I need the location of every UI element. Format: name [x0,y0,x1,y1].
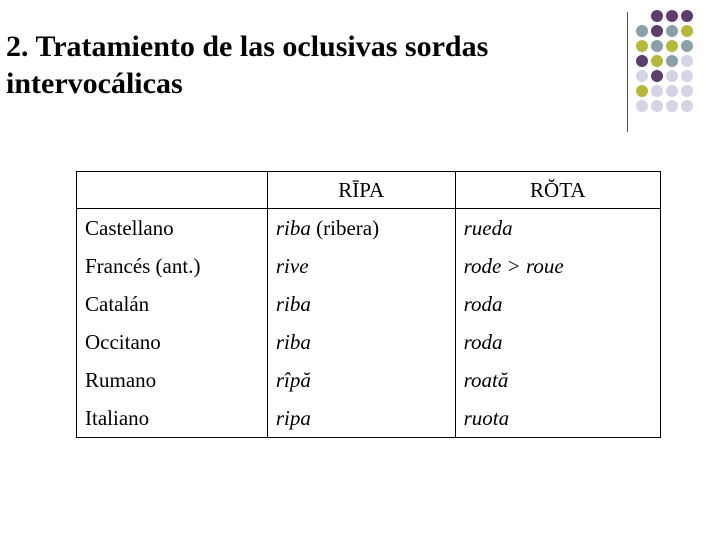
rota-cell: ruota [455,399,660,438]
decorative-dot [636,100,648,112]
decorative-dot [666,100,678,112]
decorative-dot [681,40,693,52]
ripa-cell [267,361,455,399]
decorative-dot [651,55,663,67]
decorative-dot [666,40,678,52]
ripa-form: riba [275,291,311,316]
rota-cell: rode > roue [455,247,660,285]
decorative-dot [651,85,663,97]
language-cell: Catalán [77,285,268,323]
rota-cell: rueda [455,209,660,248]
table-header-row [77,172,661,209]
ripa-extra: (ribera) [310,215,380,240]
ripa-cell [267,247,455,285]
ripa-cell [267,209,455,248]
decorative-dot [666,10,678,22]
table-row [77,209,661,248]
slide-title: 2. Tratamiento de las oclusivas sordas intervocálicas [6,30,489,100]
language-cell: Italiano [77,399,268,438]
table-row [77,285,661,323]
ripa-form: rîpă [275,367,311,392]
decorative-dot [651,25,663,37]
rota-cell: roda [455,323,660,361]
decorative-dot [666,25,678,37]
header-cell-ripa: RĪPA [267,172,455,209]
decorative-dot [651,100,663,112]
language-cell: Occitano [77,323,268,361]
decorative-dot [681,70,693,82]
decorative-divider-line [627,12,628,132]
comparison-table [76,171,661,438]
decorative-dot [666,85,678,97]
table-row [77,247,661,285]
language-cell: Castellano [77,209,268,248]
ripa-form: riba [275,329,311,354]
ripa-form: rive [275,253,309,278]
ripa-form: riba [275,215,311,240]
ripa-cell [267,323,455,361]
rota-cell: roda [455,285,660,323]
decorative-dot [636,25,648,37]
decorative-dot [636,70,648,82]
ripa-form: ripa [275,405,311,430]
decorative-dot [666,70,678,82]
ripa-cell [267,399,455,438]
header-cell-rota: RŎTA [455,172,660,209]
decorative-dot [666,55,678,67]
language-cell: Rumano [77,361,268,399]
decorative-dot [681,100,693,112]
decorative-dot [636,40,648,52]
ripa-cell [267,285,455,323]
language-cell: Francés (ant.) [77,247,268,285]
decorative-dot [681,55,693,67]
decorative-dot [681,25,693,37]
header-cell-empty [77,172,268,209]
decorative-dot [651,10,663,22]
decorative-dot [651,70,663,82]
decorative-dot [681,10,693,22]
decorative-dot [651,40,663,52]
decorative-dot-grid [636,10,720,120]
decorative-dot [636,85,648,97]
decorative-dot [681,85,693,97]
decorative-dot [636,55,648,67]
table-row [77,399,661,438]
table-row [77,361,661,399]
rota-cell: roată [455,361,660,399]
table-row [77,323,661,361]
